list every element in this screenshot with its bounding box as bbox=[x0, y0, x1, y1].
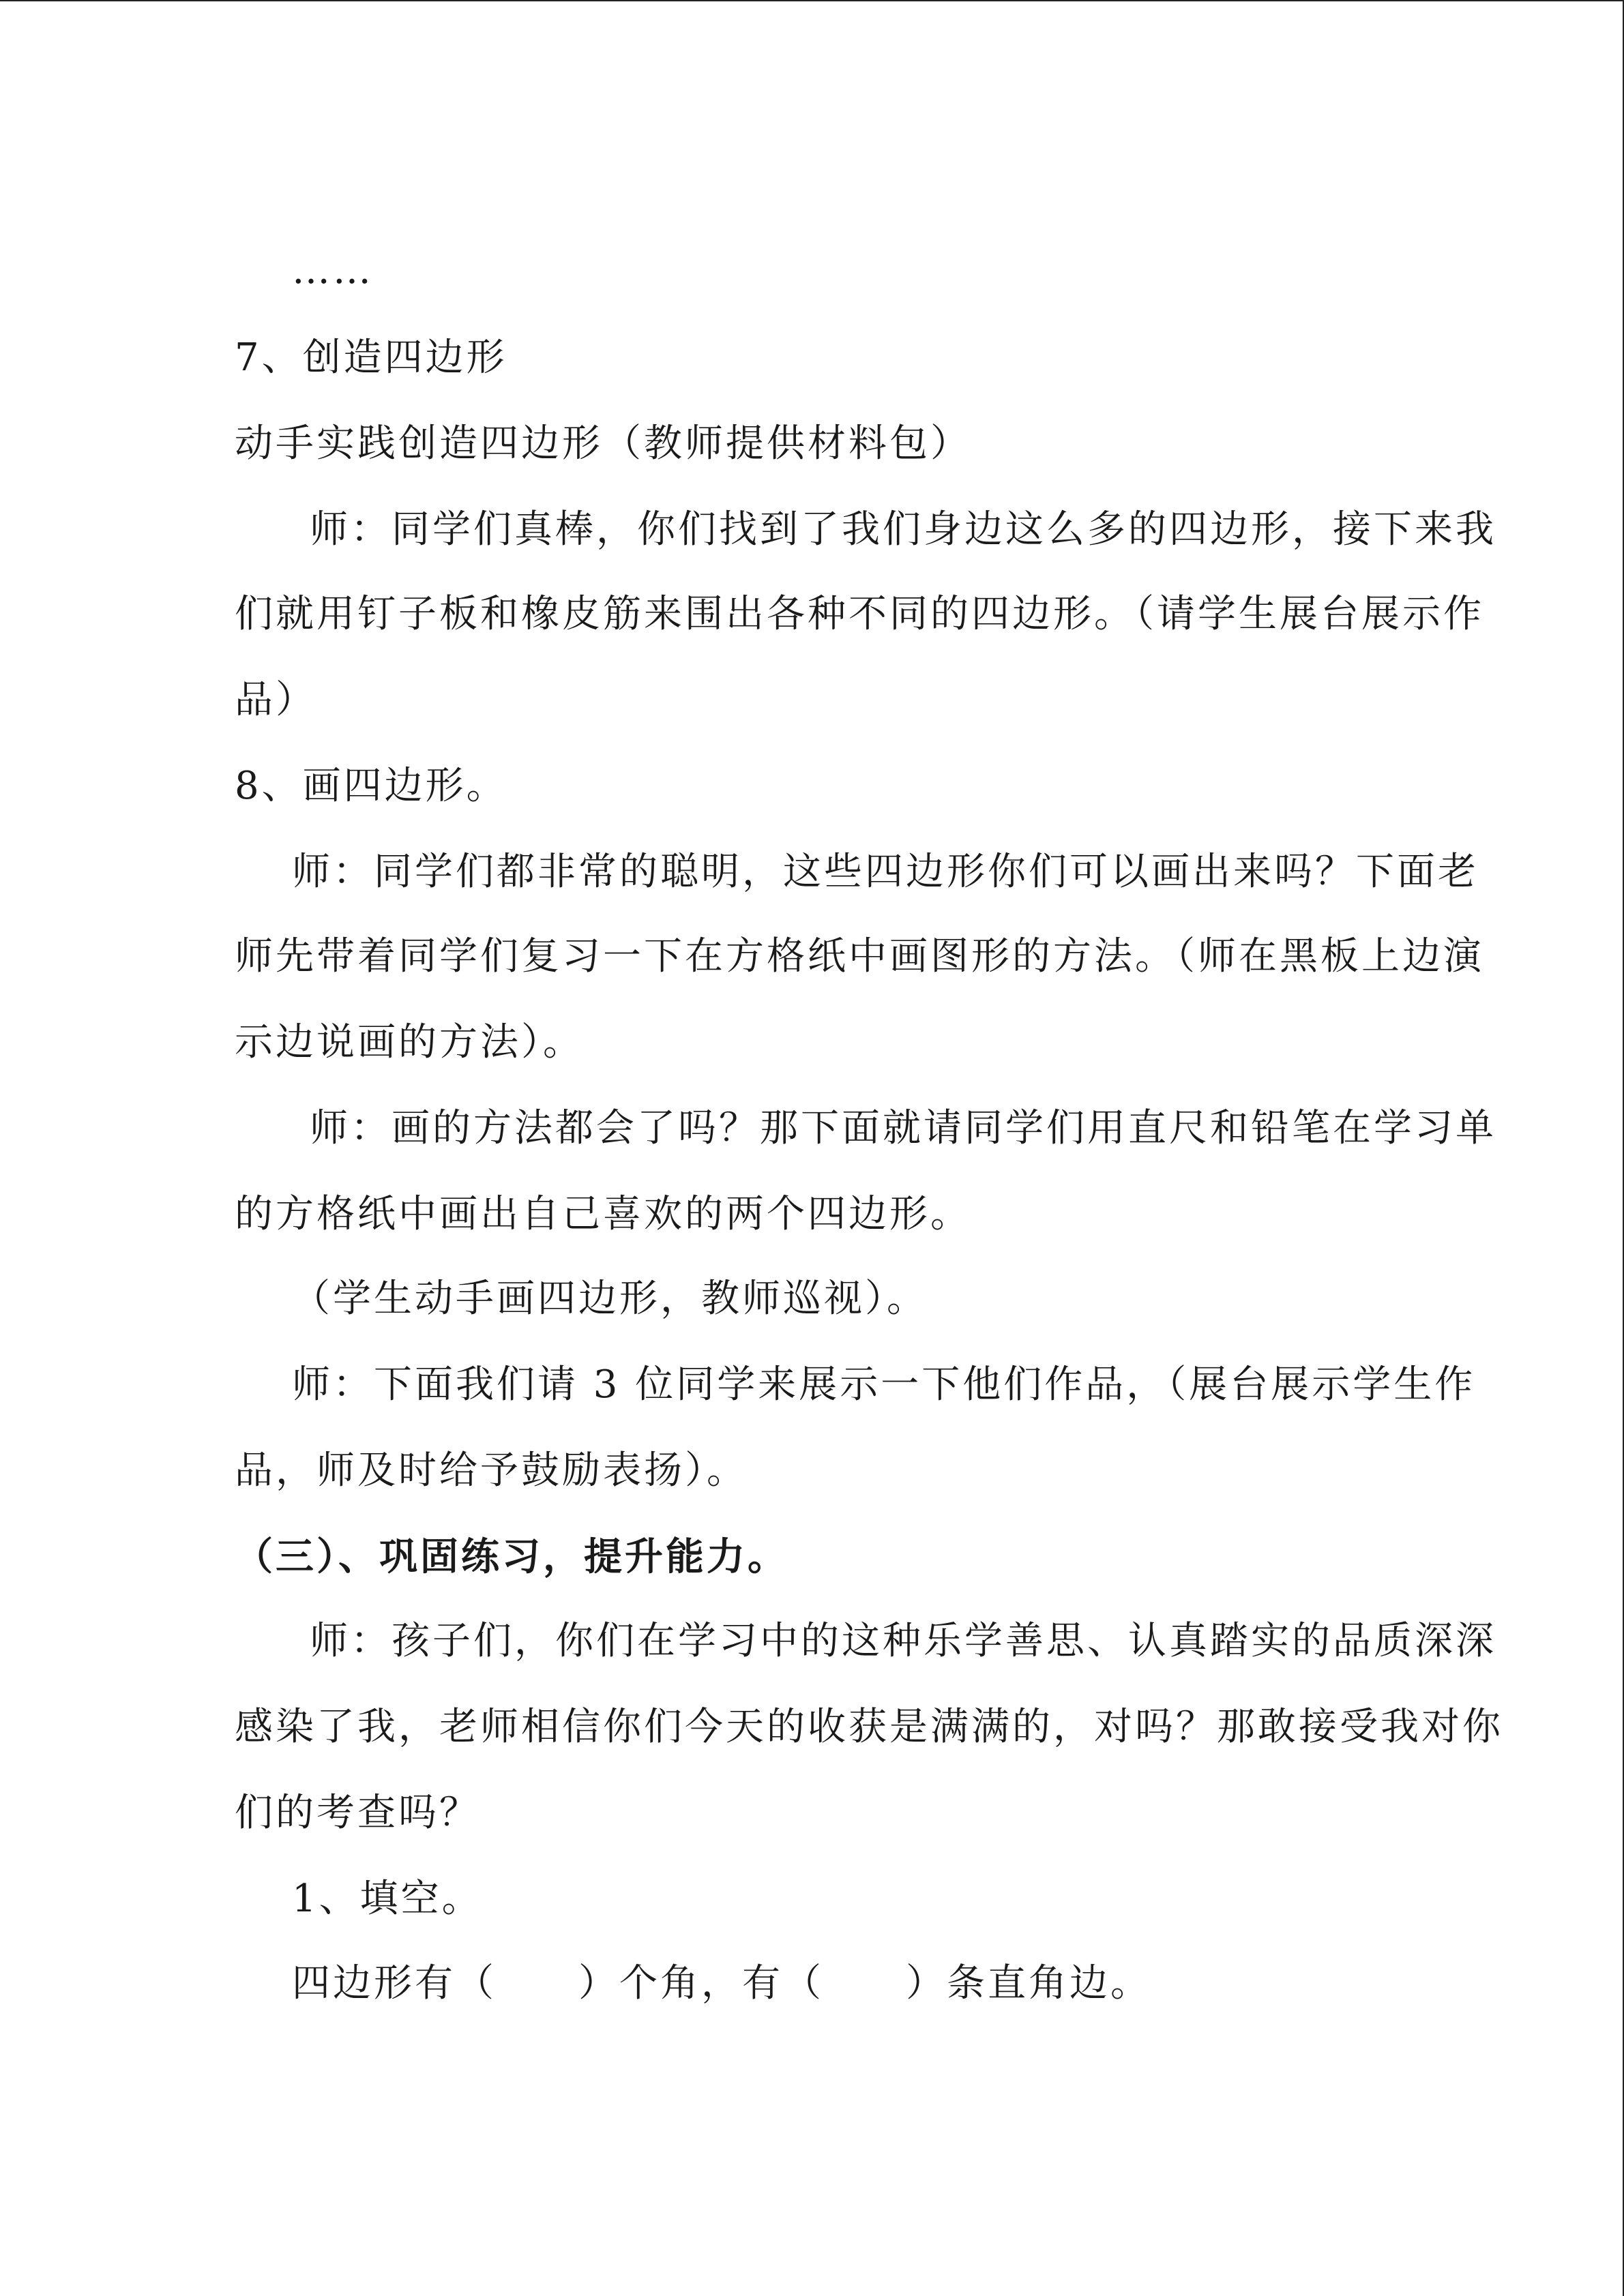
paragraph-line: 师：同学们真棒，你们找到了我们身边这么多的四边形，接下来我 bbox=[310, 507, 1496, 552]
paragraph-line: 师：孩子们，你们在学习中的这种乐学善思、认真踏实的品质深深 bbox=[310, 1619, 1496, 1663]
paragraph-line: 们就用钉子板和橡皮筋来围出各种不同的四边形。（请学生展台展示作 bbox=[235, 592, 1484, 636]
paragraph-line: 师：画的方法都会了吗？那下面就请同学们用直尺和铅笔在学习单 bbox=[310, 1106, 1496, 1150]
section-heading-8: 8、画四边形。 bbox=[235, 764, 507, 808]
paragraph-line: 师先带着同学们复习一下在方格纸中画图形的方法。（师在黑板上边演 bbox=[235, 934, 1484, 979]
paragraph-line: 们的考查吗？ bbox=[235, 1791, 480, 1835]
section-heading-7: 7、创造四边形 bbox=[235, 336, 507, 380]
fill-in-question: 四边形有（ ）个角，有（ ）条直角边。 bbox=[292, 1961, 1151, 2006]
paragraph-line: 师：同学们都非常的聪明，这些四边形你们可以画出来吗？下面老 bbox=[292, 850, 1479, 894]
exercise-heading-1: 1、填空。 bbox=[292, 1877, 483, 1921]
paragraph-line: 感染了我，老师相信你们今天的收获是满满的，对吗？那敢接受我对你 bbox=[235, 1705, 1503, 1749]
paragraph-line: 品） bbox=[235, 678, 316, 722]
paragraph-line: 师：下面我们请 3 位同学来展示一下他们作品，（展台展示学生作 bbox=[292, 1362, 1476, 1407]
paragraph-line: 的方格纸中画出自己喜欢的两个四边形。 bbox=[235, 1192, 971, 1236]
paragraph-line: （学生动手画四边形，教师巡视）。 bbox=[292, 1277, 928, 1321]
paragraph-line: 动手实践创造四边形（教师提供材料包） bbox=[235, 421, 971, 466]
section-heading-3: （三）、巩固练习，提升能力。 bbox=[235, 1534, 788, 1579]
paragraph-line: 示边说画的方法）。 bbox=[235, 1020, 584, 1064]
paragraph-line: 品，师及时给予鼓励表扬）。 bbox=[235, 1448, 748, 1493]
ellipsis-line: …… bbox=[292, 248, 374, 293]
